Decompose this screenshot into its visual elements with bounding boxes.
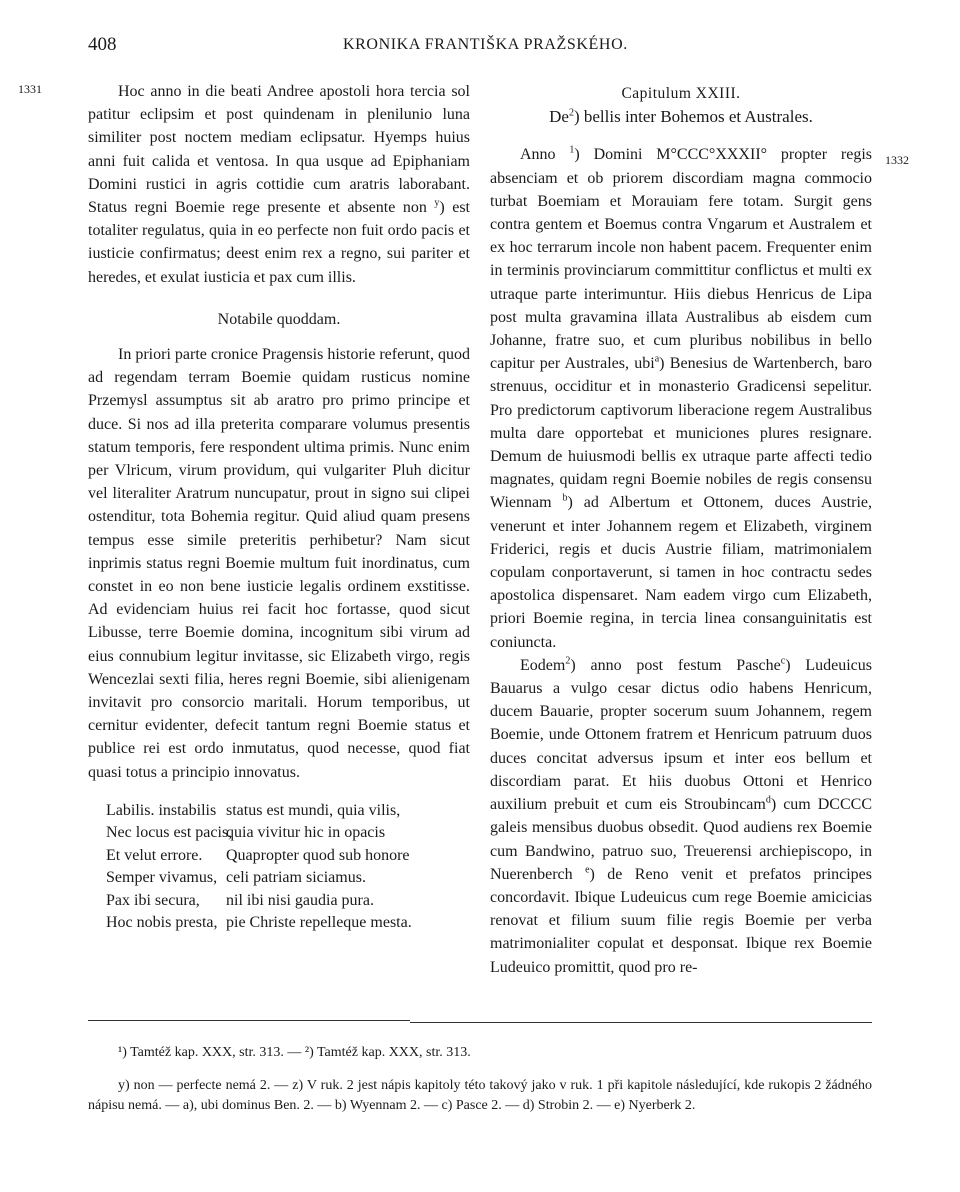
text-run: ) Ludeuicus Bauarus a vulgo cesar dictus odio habens Henricum, ducem Bauarie, propter socerum suum Johannem, regem Boemie, unde Ottonem fratrem et Henricum patruum duos duces concitat adversus ipsum et inter eos bellum et discordiam parat. Et hiis duobus Ottoni et Henrico auxilium prebuit et cum eis Stroubincam — [490, 656, 872, 814]
poem-line-second-half: nil ibi nisi gaudia pura. — [226, 891, 374, 909]
left-paragraph-1-end: ) est totaliter regulatus, quia in eo perfecte non fuit ordo pacis et iusticie confirmatus; deest enim rex a regno, sui pariter et heredes, et exulat iusticia et pax cum illis. — [88, 199, 470, 286]
footnote-rule-short — [88, 1020, 410, 1021]
right-paragraph-1 — [490, 143, 872, 653]
poem — [88, 800, 470, 935]
footnotes-numeric — [88, 1043, 872, 1063]
text-run: ) Benesius de Wartenberch, baro strenuus, occiditur et in monasterio Gradicensi sepelitur. Pro predictorum captivorum liberacione regem Australibus multa dare opportebat et municiones plures resignare. Demum de huiusmodi bellis ex utraque parte affecti tedio magnates, quidam regni Boemie nobiles de regis consensu Wiennam — [490, 355, 873, 512]
poem-line-second-half: Quapropter quod sub honore — [226, 846, 410, 864]
right-paragraph-2 — [490, 654, 872, 979]
margin-year-right: 1332 — [885, 153, 909, 167]
chapter-subtitle-start: De — [549, 107, 569, 127]
footnote-marker: c — [780, 655, 786, 667]
poem-line-first-half: Pax ibi secura, — [106, 891, 200, 909]
footnote-line-2: y) non — perfecte nemá 2. — z) V ruk. 2 jest nápis kapitoly této takový jako v ruk. 1 při kapitole následující, kde rukopis 2 žádného nápisu nemá. — a), ubi dominus Ben. 2. — b) Wyennam 2. — c) Pasce 2. — d) Strobin 2. — e) Nyerberk 2. — [88, 1078, 872, 1113]
poem-line-second-half: quia vivitur hic in opacis — [226, 824, 386, 842]
footnote-marker: 2 — [568, 107, 574, 119]
text-run: ) de Reno venit et prefatos principes concordavit. Ibique Ludeuicus cum rege Boemie amicicias renovat et filium suum filie regis Boemie per verba matrimonialiter copulat et desponsat. Ibique rex Boemie Ludeuico promittit, quod pro re- — [490, 865, 873, 976]
poem-line-second-half: status est mundi, quia vilis, — [226, 801, 401, 819]
margin-year-left: 1331 — [18, 82, 42, 96]
poem-line — [88, 822, 470, 845]
text-run: ) Domini M°CCC°XXXII° propter regis absenciam et ob priorem discordiam magna commocio turbat Boemiam et Morauiam fere totam. Surgit gens contra gentem et Boemus contra Vngarum et Australem et ex hoc terrarum incole non habent pacem. Frequenter enim in terminis provinciarum committitur conflictus et multi ex utraque parte interimuntur. Hiis diebus Henricus de Lipa post multa gravamina illata Australibus ab eisdem cum Johanne, fratre suo, et cum pluribus nobilibus in bello capitur per Australes, ubi — [490, 146, 873, 373]
text-run: Eodem — [520, 656, 566, 674]
footnote-marker: 1 — [569, 145, 575, 157]
text-run: ) ad Albertum et Ottonem, duces Austrie, venerunt et inter Johannem regem et Elizabeth, virginem Friderici, regis et ducis Austrie filiam, matrimonialem copulam conportaverunt, si tamen in hoc contractu sedes apostolica dispensaret. Nam eadem virgo cum Elizabeth, priori Boemie regina, in tercia linea consanguinitatis est coniuncta. — [490, 494, 873, 651]
poem-line-first-half: Nec locus est pacis, — [106, 824, 233, 842]
page-number: 408 — [88, 34, 117, 55]
footnote-line-1: ¹) Tamtéž kap. XXX, str. 313. — ²) Tamtéž kap. XXX, str. 313. — [118, 1045, 471, 1060]
poem-line-first-half: Hoc nobis presta, — [106, 914, 218, 932]
footnote-marker: y — [434, 197, 440, 209]
poem-line — [88, 845, 470, 868]
poem-line-first-half: Labilis. instabilis — [106, 801, 217, 819]
footnote-marker: e — [585, 864, 590, 876]
footnote-marker: 2 — [565, 655, 571, 667]
text-run: ) anno post festum Pasche — [570, 656, 781, 674]
right-column — [490, 80, 872, 979]
left-paragraph-2: In priori parte cronice Pragensis historie referunt, quod ad regendam terram Boemie quidam rusticus nomine Przemysl assumptus sit ab aratro pro primo principe et duce. Si nos ad illa preterita comparare volumus presentis statum temporis, fere respondent ultima primis. Nunc enim per Vlricum, virum providum, qui vulgariter Pluh dicitur vel literaliter Aratrum nuncupatur, prout in signo sui clipei ostenditur, tota Bohemia regitur. Quid aliud quam presens tempus esse simile preteritis perhibetur? Nam sicut inprimis status regni Boemie multum fuit inordinatus, cum constet in eo non bene iusticie legalis ordinem exstitisse. Ad evidenciam huius rei facit hoc fortasse, quod sicut Libusse, terre Boemie domina, incognitum sibi virum ad eius connubium legitur invitasse, sic Elizabeth virgo, regis Wencezlai sexti filia, heres regni Boemie, sibi alienigenam invitavit pro consorcio maritali. Horum temporibus, ut cernitur evidenter, defecit tantum regni Boemie status et publice rei est ordo inmutatus, quod necesse, quod fiat quasi totus a principio innovatus. — [88, 346, 470, 781]
poem-line-second-half: pie Christe repelleque mesta. — [226, 914, 412, 932]
text-run: ) cum DCCCC galeis mensibus duobus obsedit. Quod audiens rex Boemie cum Bandwino, patruo suo, Treuerensi archiepiscopo, in Nuerenberch — [490, 796, 872, 883]
footnote-marker: a — [654, 353, 660, 365]
footnotes-lettered — [88, 1076, 872, 1116]
left-paragraph-1-text: Hoc anno in die beati Andree apostoli hora tercia sol patitur eclipsim et post quindenam in plenilunio luna similiter post noctem mediam eclipsatur. Hyemps huius anni fuit calida et ventosa. In qua usque ad Epiphaniam Domini rustici in agris cottidie cum aratris laborabant. Status regni Boemie rege presente et absente non — [88, 83, 470, 217]
left-column — [88, 80, 470, 935]
running-title: KRONIKA FRANTIŠKA PRAŽSKÉHO. — [343, 36, 628, 53]
poem-line — [88, 890, 470, 913]
poem-line — [88, 867, 470, 890]
poem-line — [88, 912, 470, 935]
footnote-rule-long — [410, 1022, 872, 1023]
section-heading: Notabile quoddam. — [217, 310, 341, 328]
chapter-subtitle — [490, 105, 872, 128]
left-paragraph-1 — [88, 80, 470, 289]
poem-line-first-half: Et velut errore. — [106, 846, 203, 864]
footnote-marker: d — [765, 794, 771, 806]
chapter-title: Capitulum XXIII. — [621, 85, 741, 102]
chapter-subtitle-end: ) bellis inter Bohemos et Australes. — [573, 107, 813, 127]
poem-line-first-half: Semper vivamus, — [106, 869, 218, 887]
poem-line — [88, 800, 470, 823]
footnote-marker: b — [562, 493, 568, 505]
poem-line-second-half: celi patriam siciamus. — [226, 869, 366, 887]
text-run: Anno — [520, 146, 556, 164]
